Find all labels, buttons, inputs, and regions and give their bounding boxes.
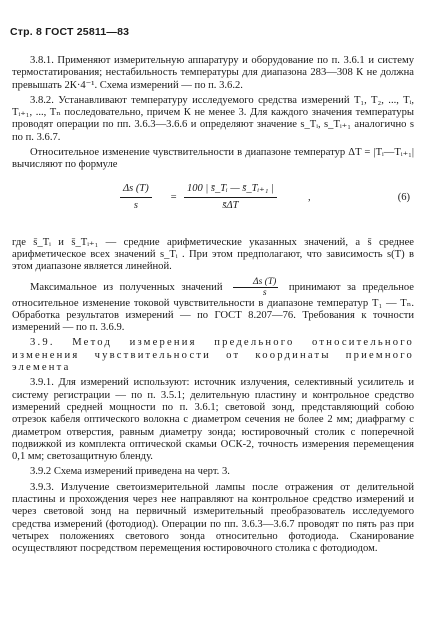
section-title-3-9: 3.9. Метод измерения предельного относительного изменения чувствительности от координаты приемного элемента	[12, 337, 414, 374]
maximum-fraction-denominator: s	[262, 287, 267, 298]
formula-rhs-denominator: s̄ΔT	[222, 199, 239, 211]
formula-lhs-numerator: Δs (T)	[120, 183, 152, 198]
formula-number: (6)	[397, 191, 410, 203]
paragraph-3-9-1: 3.9.1. Для измерений используют: источник излучения, селективный усилитель и систему регистрации — по п. 3.5.1; делительную пластину и контрольное средство измерений средней мощности по п. 3.6.1; световой зонд, представляющий собою отрезок кабеля оптического волокна с диаметром сечения не более 2 мм; диафрагму с диаметром отверстия, равным диаметру зонда; юстировочный столик с поперечной подвижкой из комплекта оптической скамьи ОСК-2, точность измерения перемещения 0,1 мм; светозащитную бленду.	[12, 377, 414, 463]
maximum-before: Максимальное из полученных значений	[30, 281, 223, 293]
page-header: Стр. 8 ГОСТ 25811—83	[10, 26, 130, 38]
document-body	[12, 55, 414, 559]
maximum-fraction-numerator: Δs (T)	[233, 277, 278, 288]
paragraph-3-9-3: 3.9.3. Излучение светоизмерительной лампы после отражения от делительной пластины и прохождения через нее направляют на контрольное средство измерений и через световой зонд на первичный измерительный преобразователь исследуемого средства измерений (фотодиод). Операции по пп. 3.6.3—3.6.7 проводят по пять раз при четырех положениях светового зонда относительно фотодиода. Сканирование осуществляют посредством перемещения юстировочного столика с фотодиодом.	[12, 481, 414, 555]
paragraph-maximum	[12, 277, 414, 335]
formula-comma: ,	[308, 191, 311, 203]
formula-lhs-fraction	[120, 183, 152, 213]
formula-rhs-fraction	[184, 183, 277, 213]
paragraph-formula-intro: Относительное изменение чувствительности в диапазоне температур ΔT = |Tᵢ—Tᵢ₊₁| вычисляют по формуле	[12, 147, 414, 171]
paragraph-3-8-1: 3.8.1. Применяют измерительную аппаратуру и оборудование по п. 3.6.1 и систему термостатирования; нестабильность температуры для диапазона 283—308 К не должна превышать 2К·4⁻¹. Схема измерений — по п. 3.6.2.	[12, 55, 414, 91]
paragraph-where: где s̄_Tᵢ и s̄_Tᵢ₊₁ — средние арифметические указанных значений, а s̄ среднее арифметическое всех значений s_Tᵢ . При этом предполагают, что зависимость s(T) в этом диапазоне является линейной.	[12, 236, 414, 273]
formula-rhs-numerator: 100 | s̄_Tᵢ — s̄_Tᵢ₊₁ |	[184, 183, 277, 198]
paragraph-3-8-2: 3.8.2. Устанавливают температуру исследуемого средства измерений T₁, T₂, ..., Tᵢ, Tᵢ₊₁, ..., Tₙ последовательно, причем К не менее 3. Для каждого значения температуры проводят операции по пп. 3.6.3—3.6.6 и определяют значение s_Tᵢ, s_Tᵢ₊₁ аналогично s по п. 3.6.7.	[12, 94, 414, 143]
maximum-fraction	[233, 277, 278, 298]
formula-6	[12, 175, 414, 233]
formula-lhs-denominator: s	[133, 199, 138, 211]
formula-equals: =	[170, 191, 178, 203]
paragraph-3-9-2: 3.9.2 Схема измерений приведена на черт. 3.	[30, 466, 230, 478]
maximum-after: принимают за предельное относительное изменение токовой чувствительности в диапазоне температур T₁ — Tₙ. Обработка результатов измерений — по ГОСТ 8.207—76. Требования к точности измерений — по п. 3.6.9.	[12, 281, 415, 334]
